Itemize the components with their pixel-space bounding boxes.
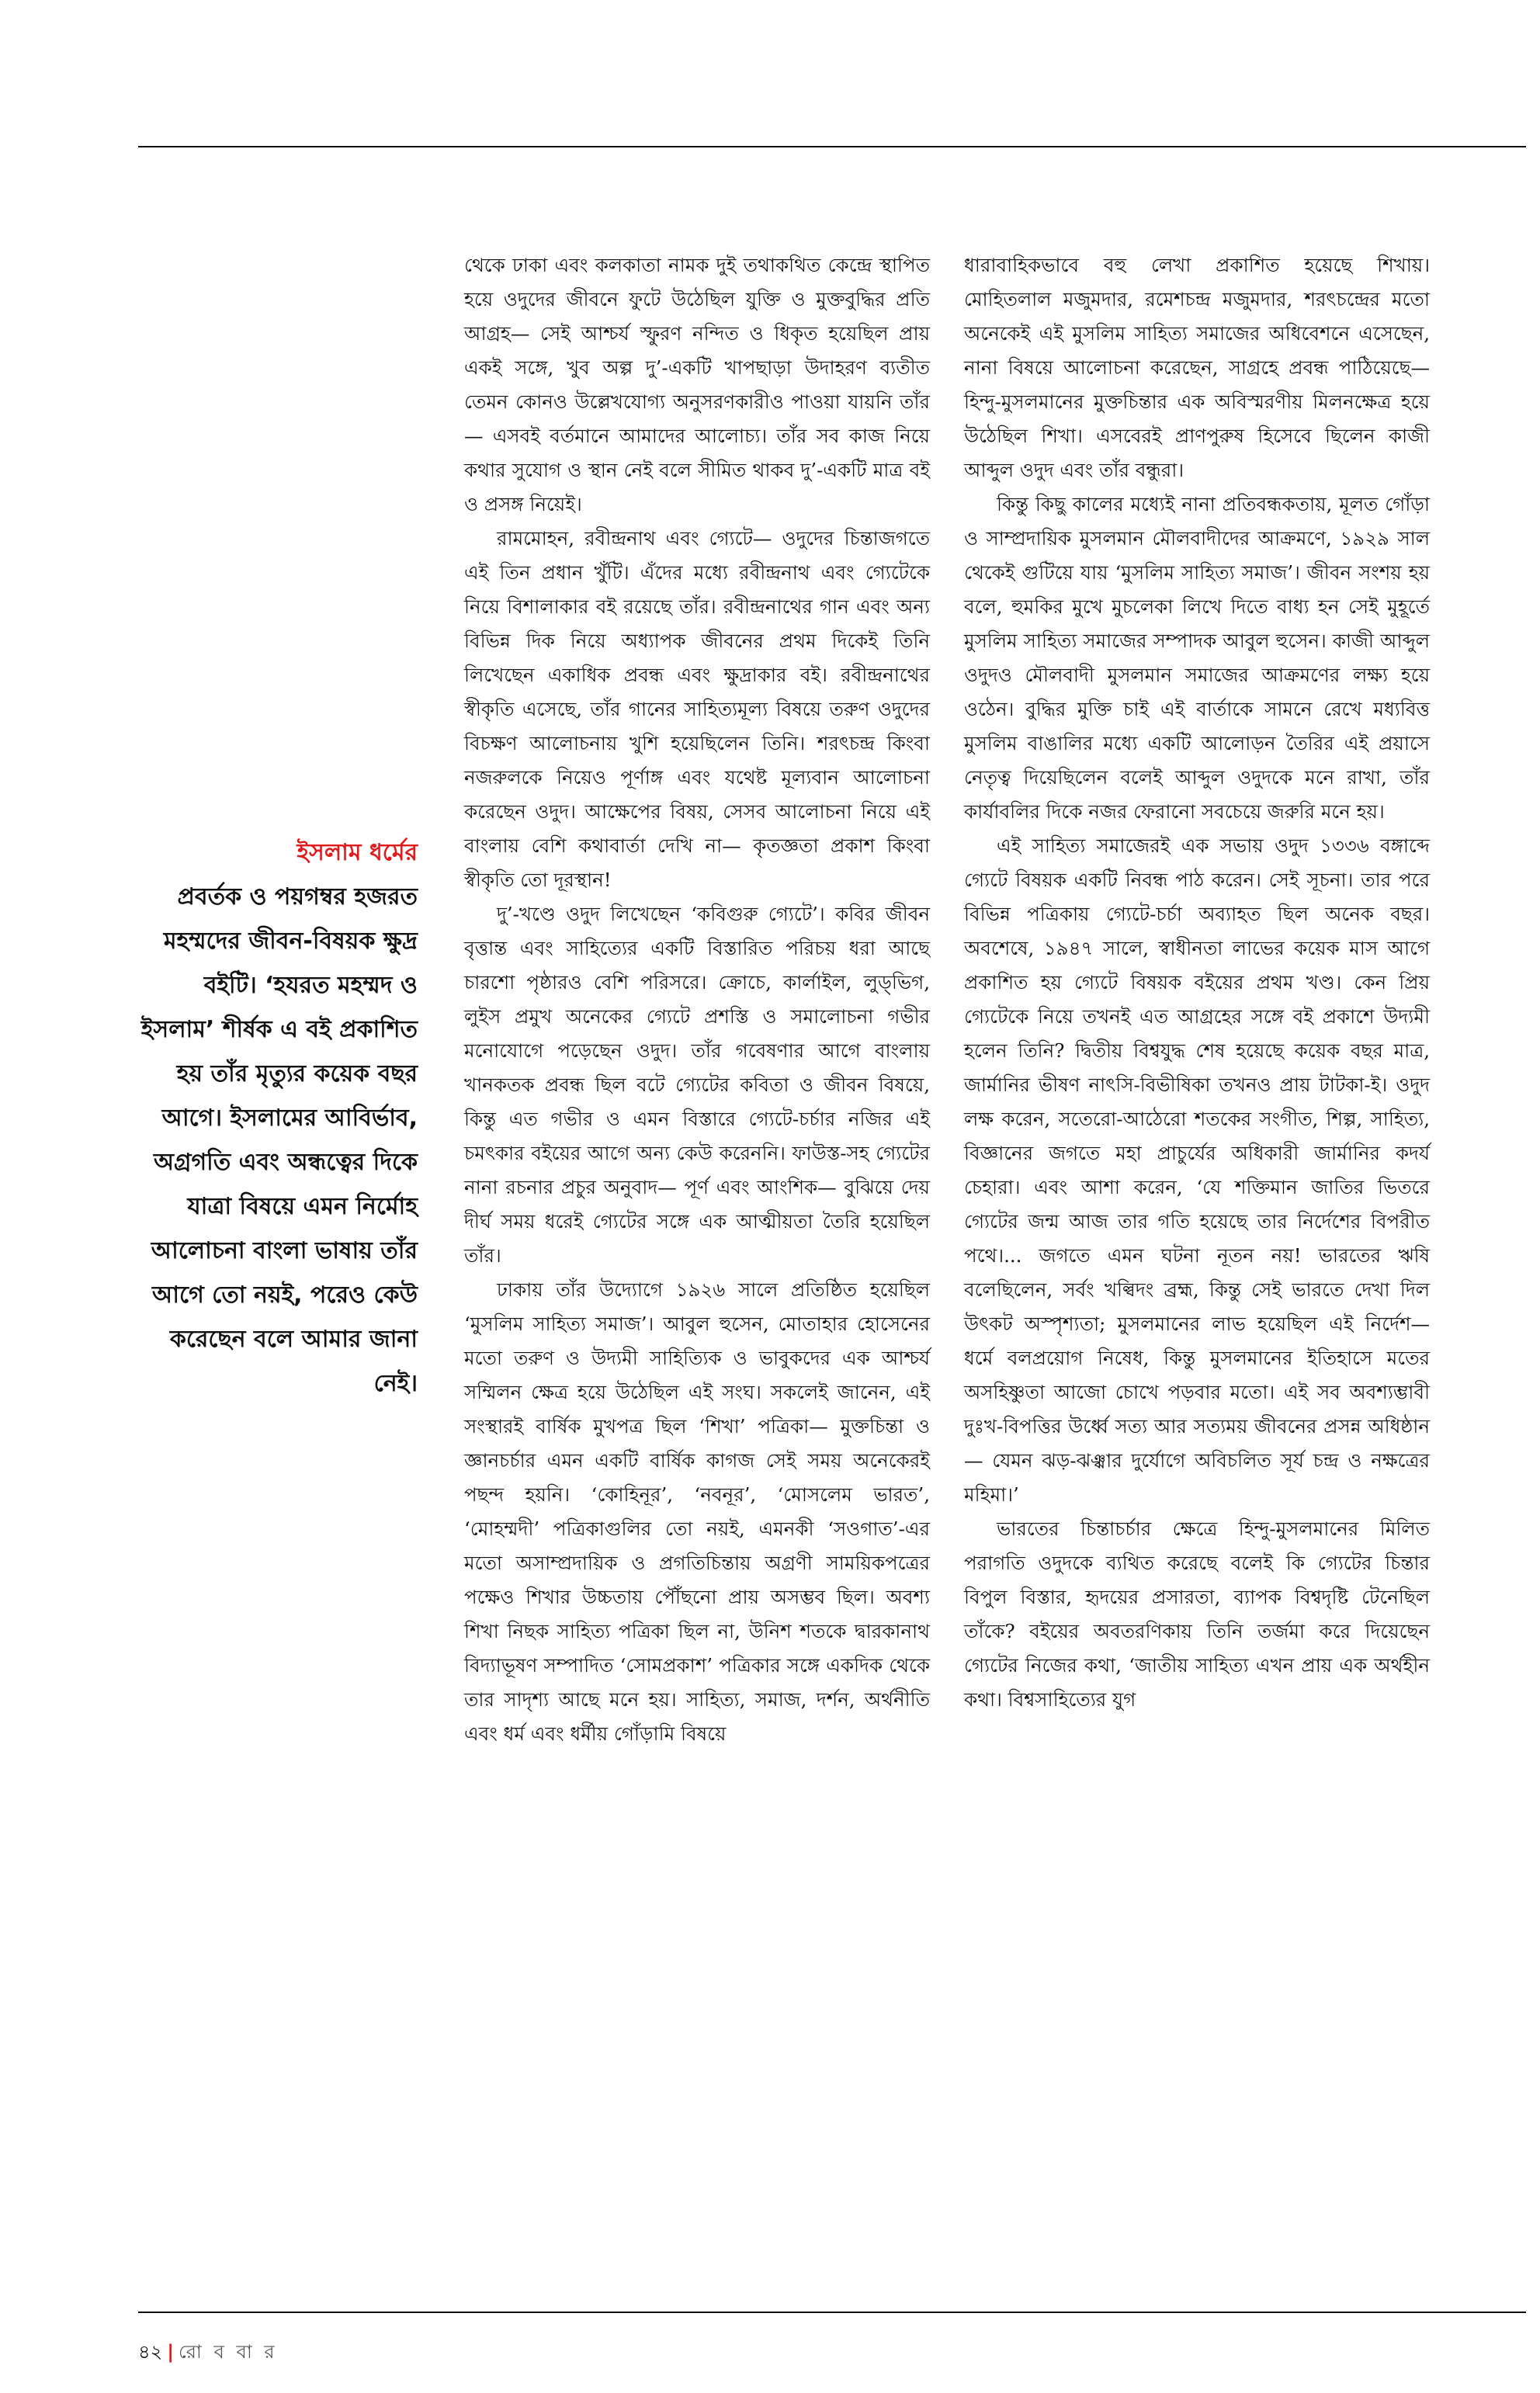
column-1-paragraph: থেকে ঢাকা এবং কলকাতা নামক দুই তথাকথিত কেন্দ্রে স্থাপিত হয়ে ওদুদের জীবনে ফুটে উঠেছিল যুক্তি ও মুক্তবুদ্ধির প্রতি আগ্রহ— সেই আশ্চর্য স্ফুরণ নন্দিত ও ধিকৃত হয়েছিল প্রায় একই সঙ্গে, খুব অল্প দু’-একটি খাপছাড়া উদাহরণ ব্যতীত তেমন কোনও উল্লেখযোগ্য অনুসরণকারীও পাওয়া যায়নি তাঁর— এসবই বর্তমানে আমাদের আলোচ্য। তাঁর সব কাজ নিয়ে কথার সুযোগ ও স্থান নেই বলে সীমিত থাকব দু’-একটি মাত্র বই ও প্রসঙ্গ নিয়েই। — [464, 254, 930, 515]
pull-quote-accent: ইসলাম ধর্মের — [297, 839, 418, 866]
page-footer — [138, 2338, 278, 2369]
pull-quote-body: প্রবর্তক ও পয়গম্বর হজরত মহম্মদের জীবন-বিষয়ক ক্ষুদ্র বইটি। ‘হযরত মহম্মদ ও ইসলাম’ শীর্ষক এ বই প্রকাশিত হয় তাঁর মৃত্যুর কয়েক বছর আগে। ইসলামের আবির্ভাব, অগ্রগতি এবং অন্ধত্বের দিকে যাত্রা বিষয়ে এমন নির্মোহ আলোচনা বাংলা ভাষায় তাঁর আগে তো নয়ই, পরেও কেউ করেছেন বলে আমার জানা নেই। — [140, 883, 418, 1397]
column-1-paragraph: রামমোহন, রবীন্দ্রনাথ এবং গ্যেটে— ওদুদের চিন্তাজগতে এই তিন প্রধান খুঁটি। এঁদের মধ্যে রবীন্দ্রনাথ এবং গ্যেটেকে নিয়ে বিশালাকার বই রয়েছে তাঁর। রবীন্দ্রনাথের গান এবং অন্য বিভিন্ন দিক নিয়ে অধ্যাপক জীবনের প্রথম দিকেই তিনি লিখেছেন একাধিক প্রবন্ধ এবং ক্ষুদ্রাকার বই। রবীন্দ্রনাথের স্বীকৃতি এসেছে, তাঁর গানের সাহিত্যমূল্য বিষয়ে তরুণ ওদুদের বিচক্ষণ আলোচনায় খুশি হয়েছিলেন তিনি। শরৎচন্দ্র কিংবা নজরুলকে নিয়েও পূর্ণাঙ্গ এবং যথেষ্ট মূল্যবান আলোচনা করেছেন ওদুদ। আক্ষেপের বিষয়, সেসব আলোচনা নিয়ে এই বাংলায় বেশি কথাবার্তা দেখি না— কৃতজ্ঞতা প্রকাশ কিংবা স্বীকৃতি তো দূরস্থান! — [464, 527, 931, 891]
pull-quote — [138, 831, 418, 1406]
bottom-rule — [138, 2311, 1526, 2313]
article-column-1 — [464, 248, 930, 1751]
article-column-2 — [964, 248, 1430, 1717]
magazine-name: রো ব বা র — [178, 2341, 278, 2363]
footer-separator: | — [167, 2341, 174, 2363]
column-2-paragraph: ধারাবাহিকভাবে বহু লেখা প্রকাশিত হয়েছে শিখায়। মোহিতলাল মজুমদার, রমেশচন্দ্র মজুমদার, শরৎচন্দ্রের মতো অনেকেই এই মুসলিম সাহিত্য সমাজের অধিবেশনে এসেছেন, নানা বিষয়ে আলোচনা করেছেন, সাগ্রহে প্রবন্ধ পাঠিয়েছে— হিন্দু-মুসলমানের মুক্তচিন্তার এক অবিস্মরণীয় মিলনক্ষেত্র হয়ে উঠেছিল শিখা। এসবেরই প্রাণপুরুষ হিসেবে ছিলেন কাজী আব্দুল ওদুদ এবং তাঁর বন্ধুরা। — [964, 254, 1430, 481]
page-number: ৪২ — [138, 2341, 163, 2363]
column-2-paragraph: এই সাহিত্য সমাজেরই এক সভায় ওদুদ ১৩৩৬ বঙ্গাব্দে গ্যেটে বিষয়ক একটি নিবন্ধ পাঠ করেন। সেই সূচনা। তার পরে বিভিন্ন পত্রিকায় গ্যেটে-চর্চা অব্যাহত ছিল অনেক বছর। অবশেষে, ১৯৪৭ সালে, স্বাধীনতা লাভের কয়েক মাস আগে প্রকাশিত হয় গ্যেটে বিষয়ক বইয়ের প্রথম খণ্ড। কেন প্রিয় গ্যেটেকে নিয়ে তখনই এত আগ্রহের সঙ্গে বই প্রকাশে উদ্যমী হলেন তিনি? দ্বিতীয় বিশ্বযুদ্ধ শেষ হয়েছে কয়েক বছর মাত্র, জার্মানির ভীষণ নাৎসি-বিভীষিকা তখনও প্রায় টাটকা-ই। ওদুদ লক্ষ করেন, সতেরো-আঠেরো শতকের সংগীত, শিল্প, সাহিত্য, বিজ্ঞানের জগতে মহা প্রাচুর্যের অধিকারী জার্মানির কদর্য চেহারা। এবং আশা করেন, ‘যে শক্তিমান জাতির ভিতরে গ্যেটের জন্ম আজ তার গতি হয়েছে তার নির্দেশের বিপরীত পথে।... জগতে এমন ঘটনা নূতন নয়! ভারতের ঋষি বলেছিলেন, সর্বং খল্বিদং ব্রহ্ম, কিন্তু সেই ভারতে দেখা দিল উৎকট অস্পৃশ্যতা; মুসলমানের লাভ হয়েছিল এই নির্দেশ— ধর্মে বলপ্রয়োগ নিষেধ, কিন্তু মুসলমানের ইতিহাসে মতের অসহিষ্ণুতা আজো চোখে পড়বার মতো। এই সব অবশ্যম্ভাবী দুঃখ-বিপত্তির উর্ধ্বে সত্য আর সত্যময় জীবনের প্রসন্ন অধিষ্ঠান— যেমন ঝড়-ঝঞ্ঝার দুর্যোগে অবিচলিত সূর্য চন্দ্র ও নক্ষত্রের মহিমা।’ — [964, 834, 1430, 1506]
top-rule — [138, 146, 1526, 147]
column-2-paragraph: ভারতের চিন্তাচর্চার ক্ষেত্রে হিন্দু-মুসলমানের মিলিত পরাগতি ওদুদকে ব্যথিত করেছে বলেই কি গ্যেটের চিন্তার বিপুল বিস্তার, হৃদয়ের প্রসারতা, ব্যাপক বিশ্বদৃষ্টি টেনেছিল তাঁকে? বইয়ের অবতরণিকায় তিনি তর্জমা করে দিয়েছেন গ্যেটের নিজের কথা, ‘জাতীয় সাহিত্য এখন প্রায় এক অর্থহীন কথা। বিশ্বসাহিত্যের যুগ — [964, 1517, 1430, 1711]
column-1-paragraph: দু’-খণ্ডে ওদুদ লিখেছেন ‘কবিগুরু গ্যেটে’। কবির জীবন বৃত্তান্ত এবং সাহিত্যের একটি বিস্তারিত পরিচয় ধরা আছে চারশো পৃষ্ঠারও বেশি পরিসরে। ক্রোচে, কার্লাইল, লুড্‌ভিগ, লুইস প্রমুখ অনেকের গ্যেটে প্রশস্তি ও সমালোচনা গভীর মনোযোগে পড়েছেন ওদুদ। তাঁর গবেষণার আগে বাংলায় খানকতক প্রবন্ধ ছিল বটে গ্যেটের কবিতা ও জীবন বিষয়ে, কিন্তু এত গভীর ও এমন বিস্তারে গ্যেটে-চর্চার নজির এই চমৎকার বইয়ের আগে অন্য কেউ করেননি। ফাউস্ত-সহ গ্যেটের নানা রচনার প্রচুর অনুবাদ— পূর্ণ এবং আংশিক— বুঝিয়ে দেয় দীর্ঘ সময় ধরেই গ্যেটের সঙ্গে এক আত্মীয়তা তৈরি হয়েছিল তাঁর। — [464, 903, 930, 1267]
column-2-paragraph: কিন্তু কিছু কালের মধ্যেই নানা প্রতিবন্ধকতায়, মূলত গোঁড়া ও সাম্প্রদায়িক মুসলমান মৌলবাদীদের আক্রমণে, ১৯২৯ সাল থেকেই গুটিয়ে যায় ‘মুসলিম সাহিত্য সমাজ’। জীবন সংশয় হয় বলে, হুমকির মুখে মুচলেকা লিখে দিতে বাধ্য হন সেই মুহূর্তে মুসলিম সাহিত্য সমাজের সম্পাদক আবুল হুসেন। কাজী আব্দুল ওদুদও মৌলবাদী মুসলমান সমাজের আক্রমণের লক্ষ্য হয়ে ওঠেন। বুদ্ধির মুক্তি চাই এই বার্তাকে সামনে রেখে মধ্যবিত্ত মুসলিম বাঙালির মধ্যে একটি আলোড়ন তৈরির এই প্রয়াসে নেতৃত্ব দিয়েছিলেন বলেই আব্দুল ওদুদকে মনে রাখা, তাঁর কার্যাবলির দিকে নজর ফেরানো সবচেয়ে জরুরি মনে হয়। — [964, 493, 1430, 823]
column-1-paragraph: ঢাকায় তাঁর উদ্যোগে ১৯২৬ সালে প্রতিষ্ঠিত হয়েছিল ‘মুসলিম সাহিত্য সমাজ’। আবুল হুসেন, মোতাহার হোসেনের মতো তরুণ ও উদ্যমী সাহিত্যিক ও ভাবুকদের এক আশ্চর্য সম্মিলন ক্ষেত্র হয়ে উঠেছিল এই সংঘ। সকলেই জানেন, এই সংস্থারই বার্ষিক মুখপত্র ছিল ‘শিখা’ পত্রিকা— মুক্তচিন্তা ও জ্ঞানচর্চার এমন একটি বার্ষিক কাগজ সেই সময় অনেকেরই পছন্দ হয়নি। ‘কোহিনূর’, ‘নবনূর’, ‘মোসলেম ভারত’, ‘মোহম্মদী’ পত্রিকাগুলির তো নয়ই, এমনকী ‘সওগাত’-এর মতো অসাম্প্রদায়িক ও প্রগতিচিন্তায় অগ্রণী সাময়িকপত্রের পক্ষেও শিখার উচ্চতায় পৌঁছনো প্রায় অসম্ভব ছিল। অবশ্য শিখা নিছক সাহিত্য পত্রিকা ছিল না, উনিশ শতকে দ্বারকানাথ বিদ্যাভূষণ সম্পাদিত ‘সোমপ্রকাশ’ পত্রিকার সঙ্গে একদিক থেকে তার সাদৃশ্য আছে মনে হয়। সাহিত্য, সমাজ, দর্শন, অর্থনীতি এবং ধর্ম এবং ধর্মীয় গোঁড়ামি বিষয়ে — [464, 1278, 930, 1745]
